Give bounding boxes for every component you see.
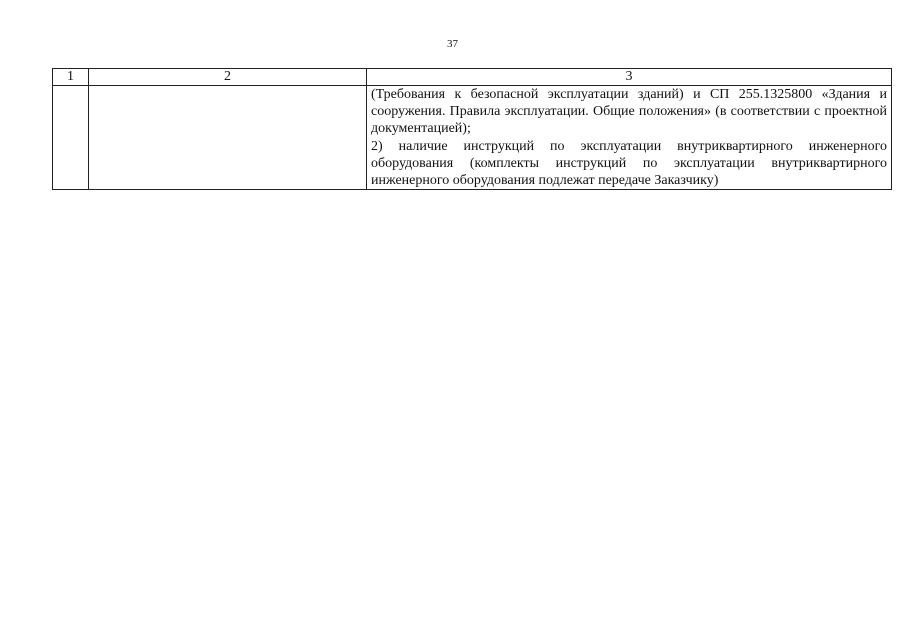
column-header-2: 2: [89, 69, 367, 86]
requirement-paragraph-2: 2) наличие инструкций по эксплуатации внутриквартирного инженерного оборудования (комплекты инструкций по эксплуатации внутриквартирного инженерного оборудования подлежат передаче Заказчику): [371, 138, 887, 189]
table-row: [53, 86, 892, 190]
table-cell-col3: [367, 86, 892, 190]
table-cell-col1: [53, 86, 89, 190]
page-number: 37: [447, 38, 458, 50]
requirement-paragraph-1: (Требования к безопасной эксплуатации зданий) и СП 255.1325800 «Здания и сооружения. Правила эксплуатации. Общие положения» (в соответствии с проектной документацией);: [371, 87, 887, 137]
table-cell-col2: [89, 86, 367, 190]
requirements-table: [52, 68, 892, 190]
column-header-3: 3: [367, 69, 892, 86]
column-header-1: 1: [53, 69, 89, 86]
table-header-row: [53, 69, 892, 86]
